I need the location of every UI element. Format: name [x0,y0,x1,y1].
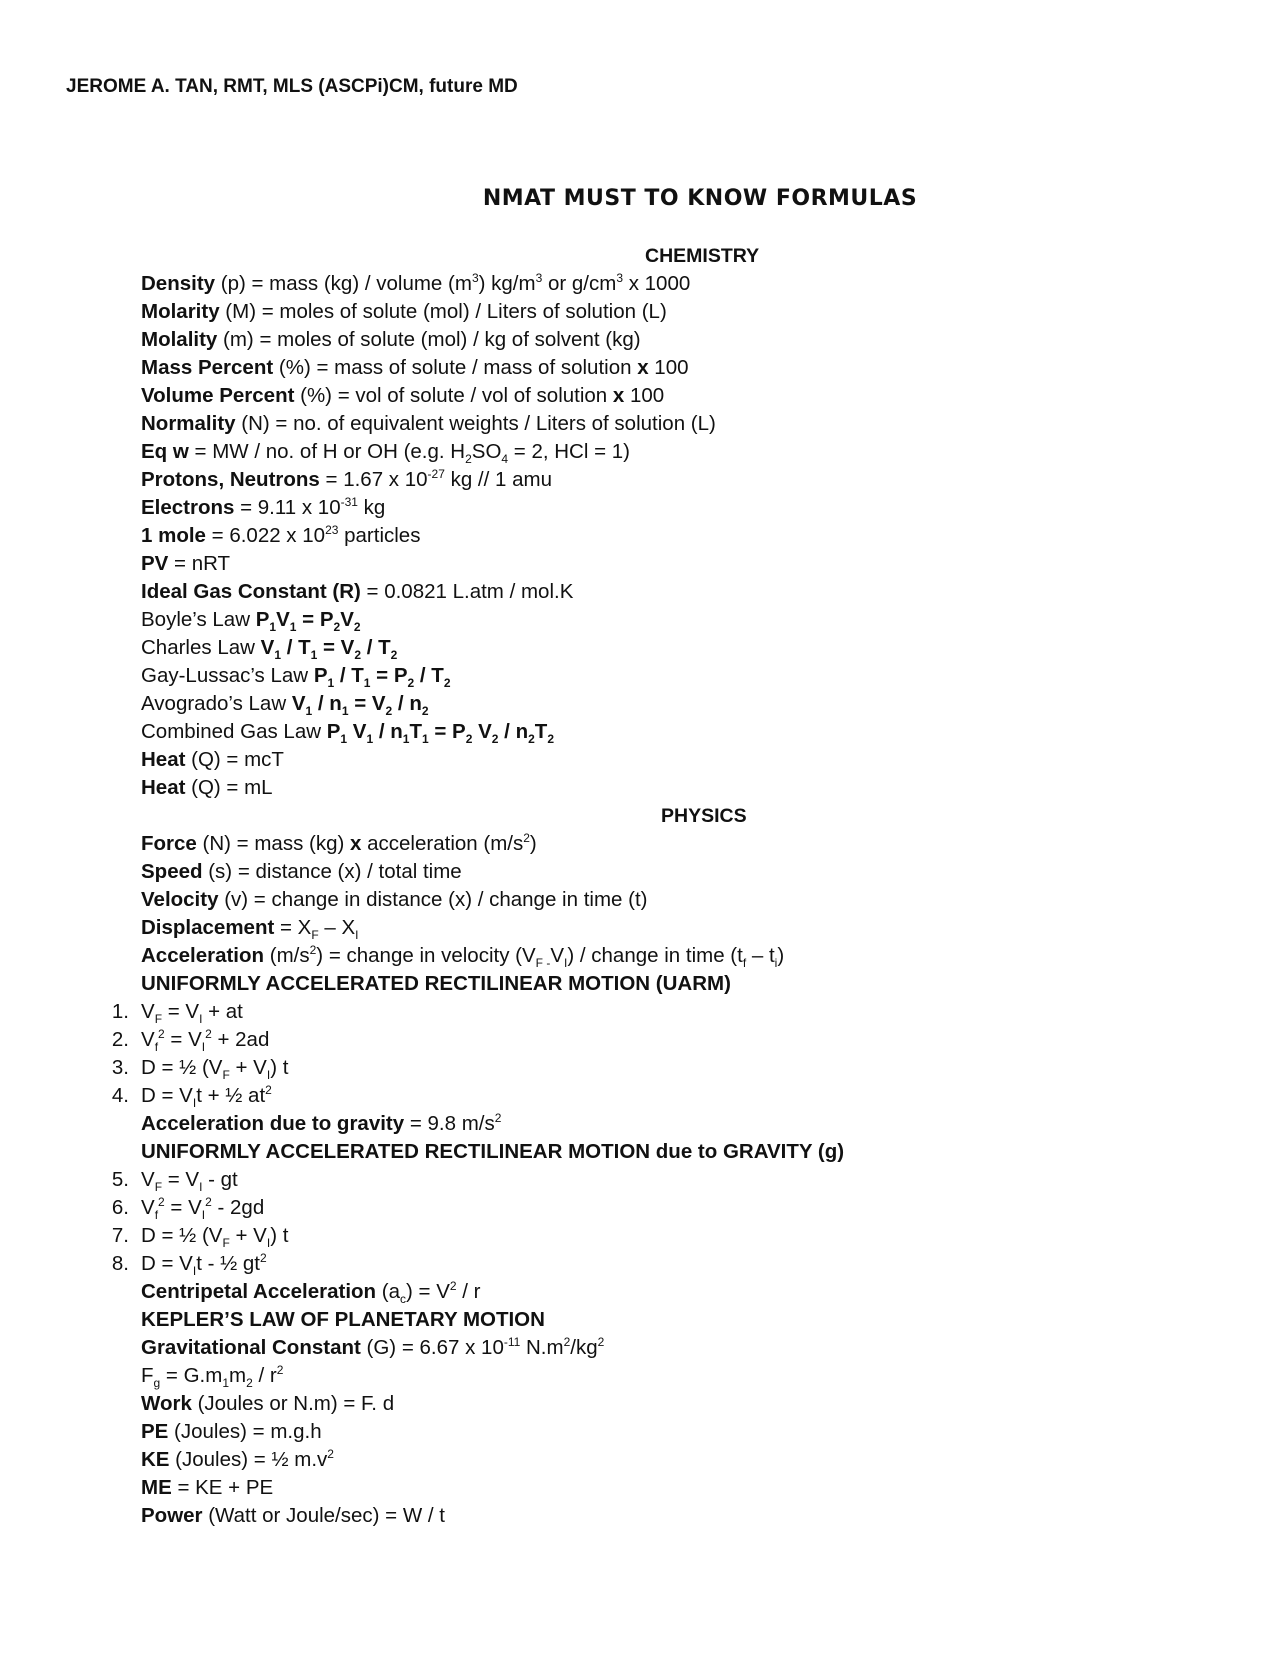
chemistry-heading: CHEMISTRY [645,245,760,267]
uarm-heading: UNIFORMLY ACCELERATED RECTILINEAR MOTION (UARM) [141,972,731,995]
gravitational-force-formula: $F_g = G.m_1m_2 / r^2$ [141,1363,284,1391]
acceleration-formula: Acceleration $(m/s^2)$ = change in velocity $(V_{F -}V_I)$ / change in time $(t_f - t_i)$ [141,943,785,971]
uarm-g-item-7: 7. D = ½ $(V_F + V_I)$ t [111,1224,289,1251]
centripetal-formula: Centripetal Acceleration $(a_c) = V^2 / r$ [141,1279,481,1307]
molarity-formula: Molarity (M) = moles of solute (mol) / Liters of solution (L) [141,300,667,323]
density-formula: Density (p) = mass (kg) / volume $(m^3)$ $kg/m^3$ or $g/cm^3$ x 1000 [141,271,691,295]
heat-formula-mct: Heat (Q) = mcT [141,748,284,771]
uarm-item-1: 1. $V_F = V_I$ + at [111,1000,243,1027]
pv-formula: PV = nRT [141,552,231,575]
formula-sheet [111,242,1141,1530]
boyle-law: Boyle’s Law $P_1V_1 = P_2V_2$ [141,608,361,635]
uarm-item-2: 2. $V_f^2 = V_I^2 + 2ad$ [111,1027,270,1055]
power-formula: Power (Watt or Joule/sec) = W / t [141,1504,445,1527]
uarm-item-4: 4. $D = V_It$ + ½ $at^2$ [111,1083,272,1111]
author-line: JEROME A. TAN, RMT, MLS (ASCPi)CM, future MD [66,76,518,97]
pe-formula: PE (Joules) = m.g.h [141,1420,322,1443]
eqw-formula: Eq w = MW / no. of H or OH (e.g. $H_2SO_4 = 2$, HCl = 1) [141,440,631,467]
normality-formula: Normality (N) = no. of equivalent weights / Liters of solution (L) [141,412,716,435]
uarm-gravity-heading: UNIFORMLY ACCELERATED RECTILINEAR MOTION due to GRAVITY (g) [141,1140,845,1163]
electrons-formula: Electrons = 9.11 x $10^{-31}$ kg [141,495,386,519]
uarm-g-item-5: 5. $V_F = V_I$ - gt [111,1168,238,1195]
mass-percent-formula: Mass Percent (%) = mass of solute / mass of solution x 100 [141,356,689,379]
force-formula: Force (N) = mass (kg) x acceleration $(m/s^2)$ [141,831,537,855]
kepler-heading: KEPLER’S LAW OF PLANETARY MOTION [141,1308,545,1331]
me-formula: ME = KE + PE [141,1476,274,1499]
physics-heading: PHYSICS [661,805,747,827]
ke-formula: KE (Joules) = ½ $m.v^2$ [141,1447,334,1471]
gravitational-constant-formula: Gravitational Constant (G) = 6.67 x $10^{-11}$ $N.m^2/kg^2$ [141,1335,605,1359]
mole-formula: 1 mole = 6.022 x $10^{23}$ particles [141,523,421,547]
work-formula: Work (Joules or N.m) = F. d [141,1392,395,1415]
charles-law: Charles Law $V_1 / T_1 = V_2 / T_2$ [141,636,398,663]
protons-formula: Protons, Neutrons = 1.67 x $10^{-27}$ kg // 1 amu [141,467,552,491]
avogadro-law: Avogrado’s Law $V_1 / n_1 = V_2 / n_2$ [141,692,429,719]
uarm-g-item-8: 8. $D = V_It$ - ½ $gt^2$ [111,1251,267,1279]
molality-formula: Molality (m) = moles of solute (mol) / kg of solvent (kg) [141,328,641,351]
gravity-acceleration: Acceleration due to gravity = 9.8 $m/s^2$ [141,1111,502,1135]
velocity-formula: Velocity (v) = change in distance (x) / change in time (t) [141,888,648,911]
volume-percent-formula: Volume Percent (%) = vol of solute / vol of solution x 100 [141,384,665,407]
combined-gas-law: Combined Gas Law $P_1$ $V_1 / n_1T_1 = P_2$ $V_2 / n_2T_2$ [141,720,554,747]
uarm-item-3: 3. D = ½ $(V_F + V_I)$ t [111,1056,289,1083]
page-title: NMAT MUST TO KNOW FORMULAS [482,186,918,211]
heat-formula-ml: Heat (Q) = mL [141,776,273,799]
gas-constant-formula: Ideal Gas Constant (R) = 0.0821 L.atm / mol.K [141,580,574,603]
gay-lussac-law: Gay-Lussac’s Law $P_1 / T_1 = P_2 / T_2$ [141,664,451,691]
uarm-g-item-6: 6. $V_f^2 = V_I^2 - 2gd$ [111,1195,265,1223]
displacement-formula: Displacement = $X_F - X_I$ [141,916,359,943]
speed-formula: Speed (s) = distance (x) / total time [141,860,462,883]
